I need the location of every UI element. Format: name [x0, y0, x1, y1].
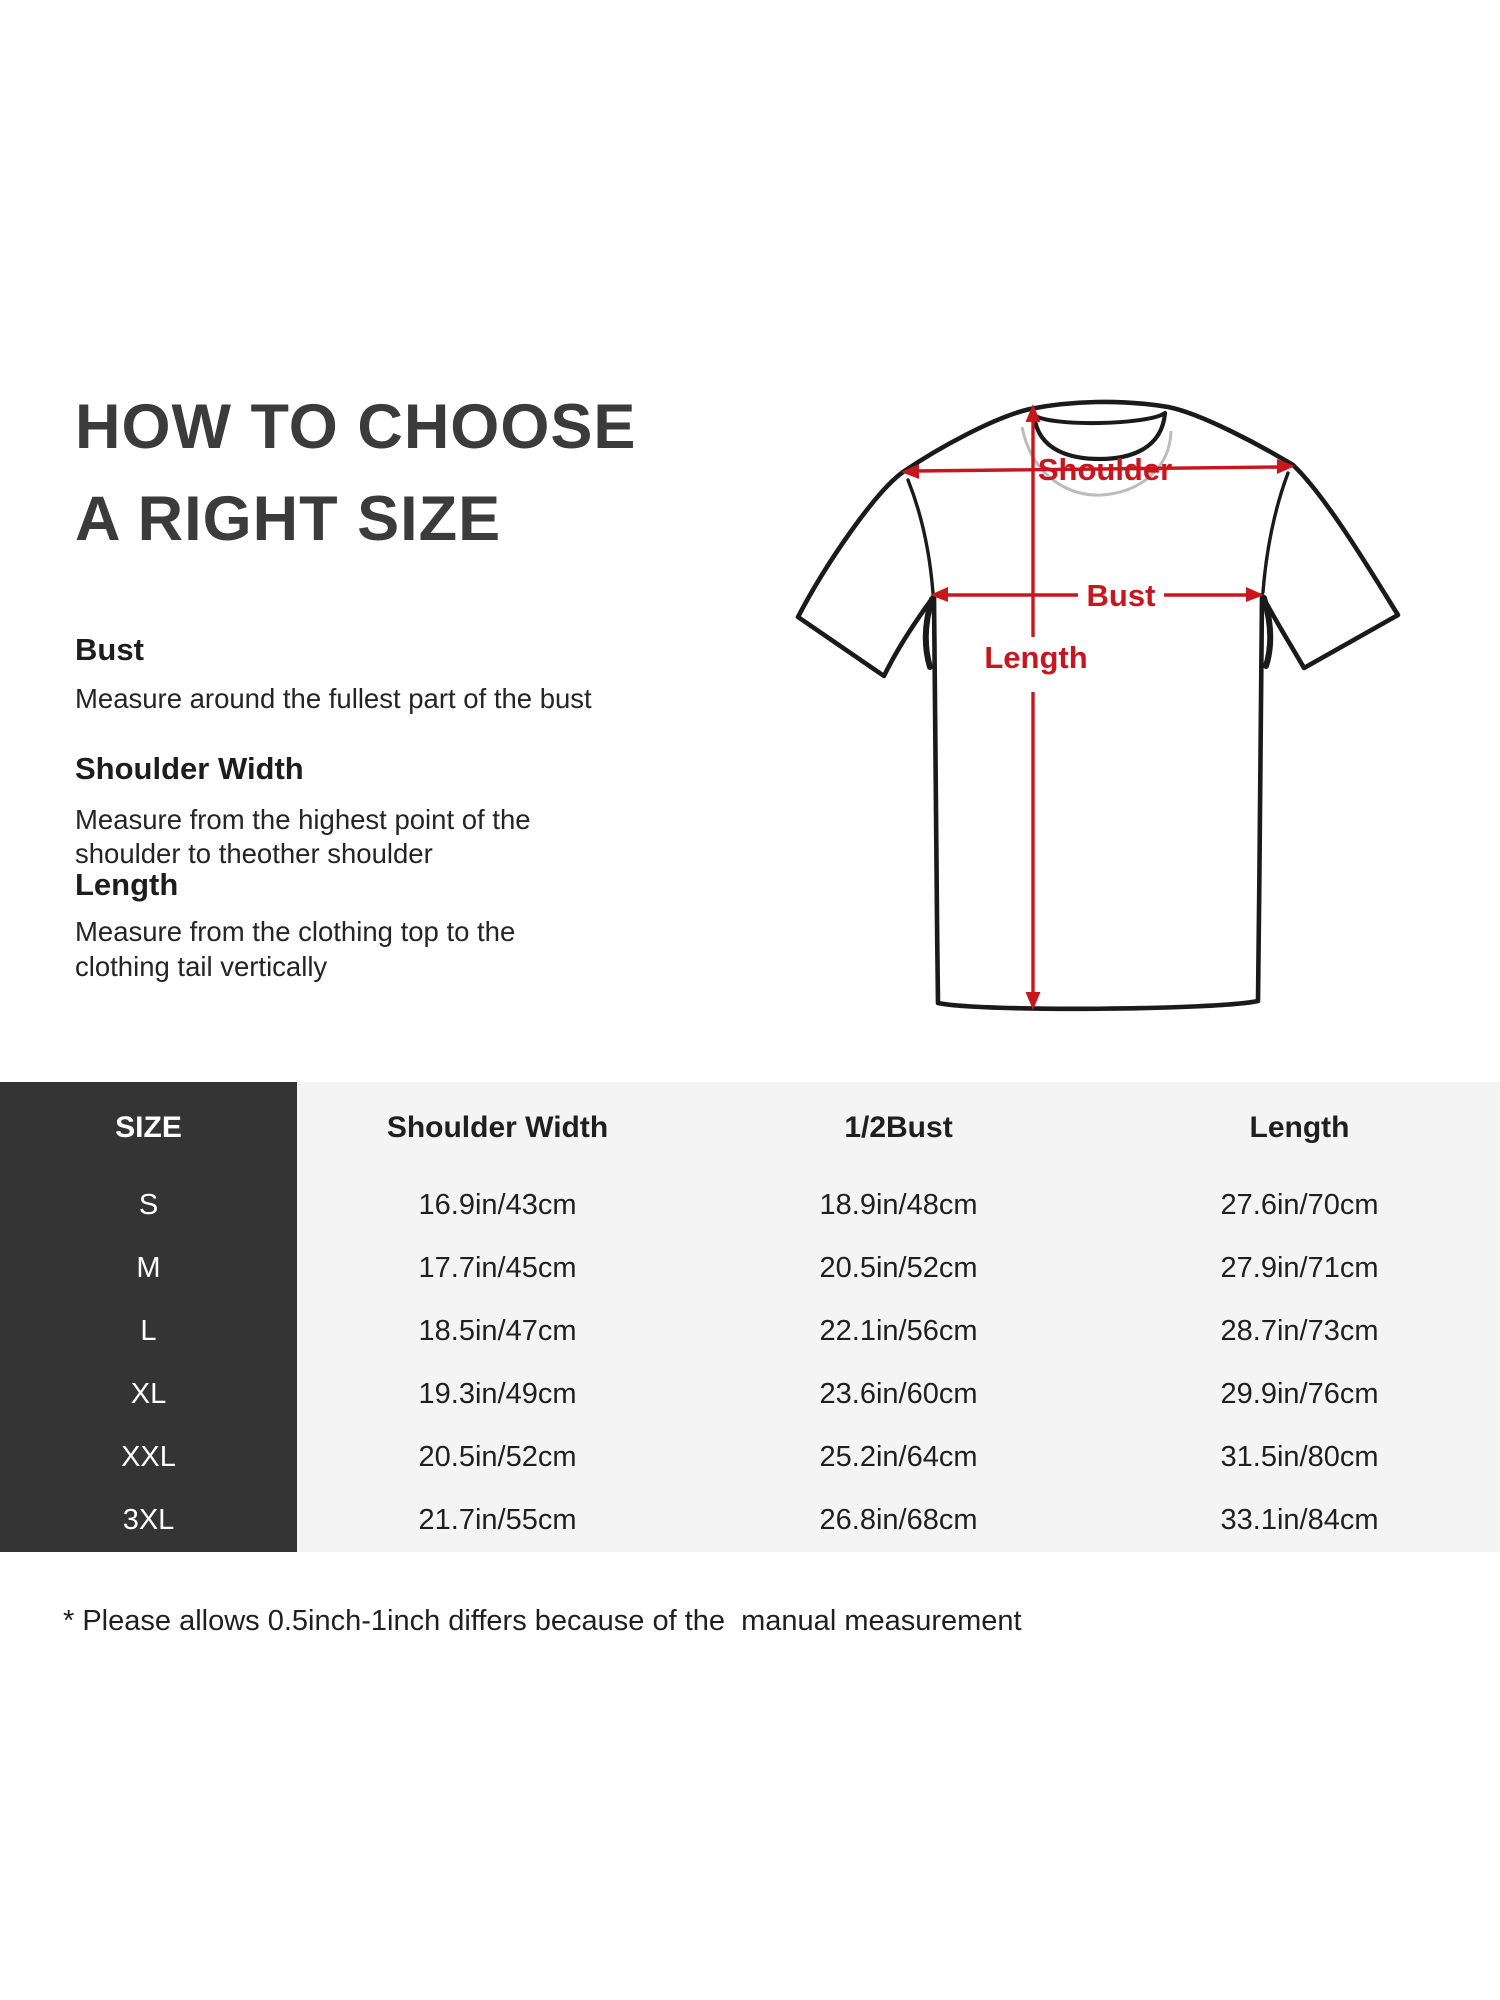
- size-label-xxl: XXL: [0, 1426, 297, 1489]
- table-cell: 22.1in/56cm: [819, 1315, 978, 1347]
- size-table-header-half-bust: 1/2Bust: [844, 1111, 953, 1144]
- tshirt-outline: [798, 402, 1398, 1009]
- table-cell: 26.8in/68cm: [819, 1504, 978, 1536]
- length-label: Length: [984, 640, 1088, 675]
- table-cell: 23.6in/60cm: [819, 1378, 978, 1410]
- size-table: [0, 1082, 1500, 1552]
- instruction-text-length-line-2: clothing tail vertically: [75, 951, 328, 982]
- table-cell: 33.1in/84cm: [1220, 1504, 1379, 1536]
- instruction-text-bust: Measure around the fullest part of the bust: [75, 683, 592, 714]
- table-cell: 27.6in/70cm: [1220, 1189, 1379, 1221]
- table-cell: 25.2in/64cm: [819, 1441, 978, 1473]
- left-sleeve-seam: [908, 480, 933, 593]
- page-title-line-2: A RIGHT SIZE: [75, 484, 502, 554]
- right-sleeve-seam: [1263, 473, 1288, 592]
- size-table-header-shoulder-width: Shoulder Width: [386, 1111, 609, 1144]
- table-cell: 31.5in/80cm: [1220, 1441, 1379, 1473]
- table-cell: 29.9in/76cm: [1220, 1378, 1379, 1410]
- instruction-text-shoulder-line-1: Measure from the highest point of the: [75, 804, 531, 835]
- table-cell: 20.5in/52cm: [819, 1252, 978, 1284]
- measurement-disclaimer: * Please allows 0.5inch-1inch differs because of the manual measurement: [63, 1605, 1022, 1637]
- table-cell: 17.7in/45cm: [418, 1252, 577, 1284]
- table-cell: 21.7in/55cm: [418, 1504, 577, 1536]
- size-table-header-length: Length: [1249, 1111, 1350, 1144]
- size-label-s: S: [0, 1174, 297, 1237]
- bust-label: Bust: [1086, 578, 1156, 613]
- table-cell: 18.5in/47cm: [418, 1315, 577, 1347]
- right-armpit-crease: [1264, 598, 1270, 666]
- instruction-text-length-line-1: Measure from the clothing top to the: [75, 916, 516, 947]
- table-cell: 27.9in/71cm: [1220, 1252, 1379, 1284]
- size-label-xl: XL: [0, 1363, 297, 1426]
- size-table-header-size: SIZE: [0, 1082, 297, 1174]
- table-cell: 28.7in/73cm: [1220, 1315, 1379, 1347]
- instruction-heading-bust: Bust: [75, 632, 144, 667]
- table-cell: 18.9in/48cm: [819, 1189, 978, 1221]
- tshirt-measurement-diagram: [780, 385, 1420, 1025]
- page-title-line-1: HOW TO CHOOSE: [75, 392, 637, 462]
- size-label-m: M: [0, 1237, 297, 1300]
- size-label-l: L: [0, 1300, 297, 1363]
- left-armpit-crease: [926, 599, 932, 667]
- instruction-heading-shoulder-width: Shoulder Width: [75, 751, 304, 786]
- table-cell: 19.3in/49cm: [418, 1378, 577, 1410]
- collar-band-icon: [1034, 413, 1165, 423]
- instruction-text-shoulder-line-2: shoulder to theother shoulder: [75, 838, 433, 869]
- shoulder-label: Shoulder: [1037, 452, 1173, 487]
- table-cell: 20.5in/52cm: [418, 1441, 577, 1473]
- instruction-heading-length: Length: [75, 867, 179, 902]
- table-cell: 16.9in/43cm: [418, 1189, 577, 1221]
- size-label-3xl: 3XL: [0, 1489, 297, 1552]
